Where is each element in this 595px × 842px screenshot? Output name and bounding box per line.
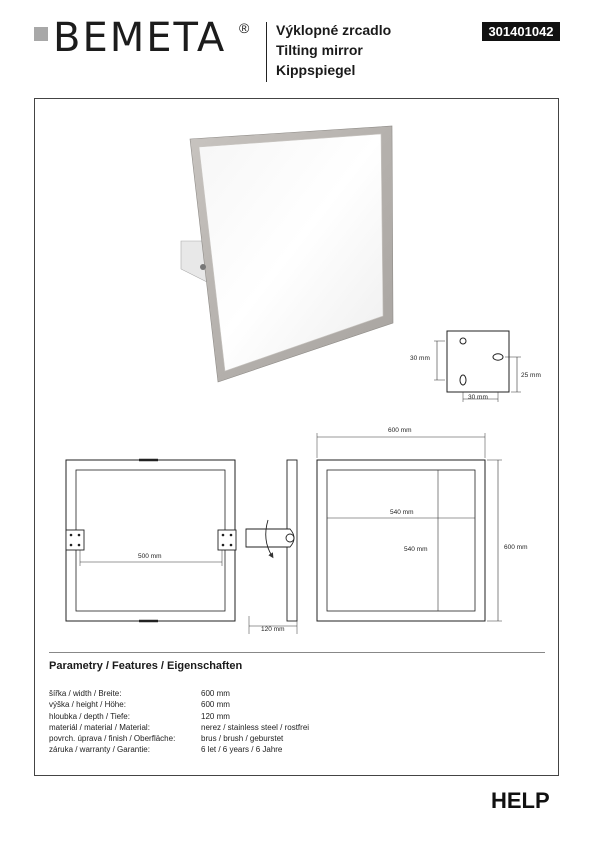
- dim-label-depth: 120 mm: [261, 626, 285, 633]
- param-label: hloubka / depth / Tiefe:: [49, 711, 130, 721]
- title-english: Tilting mirror: [276, 42, 363, 58]
- registered-mark: ®: [239, 20, 250, 36]
- param-label: materiál / material / Material:: [49, 722, 150, 732]
- logo-wordmark: BEMETA: [53, 15, 227, 61]
- dim-label-25: 25 mm: [521, 372, 541, 379]
- param-value: 6 let / 6 years / 6 Jahre: [201, 745, 283, 755]
- product-code-badge: 301401042: [482, 22, 560, 41]
- params-title: Parametry / Features / Eigenschaften: [49, 660, 243, 672]
- param-value: brus / brush / geburstet: [201, 734, 284, 744]
- param-label: záruka / warranty / Garantie:: [49, 745, 150, 755]
- param-row: [49, 699, 309, 710]
- param-value: 600 mm: [201, 700, 230, 710]
- side-view-drawing: [246, 460, 297, 634]
- mounting-plate-detail: [434, 331, 521, 402]
- param-row: [49, 688, 309, 699]
- param-row: [49, 711, 309, 722]
- params-table: [49, 688, 309, 756]
- dim-label-height: 600 mm: [504, 544, 528, 551]
- param-row: [49, 744, 309, 755]
- title-german: Kippspiegel: [276, 62, 356, 78]
- dim-label-inner-height: 540 mm: [404, 546, 428, 553]
- front-view-drawing: [66, 460, 236, 621]
- dimension-view-drawing: [317, 433, 502, 621]
- mirror-photo: [181, 126, 393, 382]
- dim-label-width: 600 mm: [388, 427, 412, 434]
- param-row: [49, 722, 309, 733]
- param-value: 600 mm: [201, 689, 230, 698]
- param-value: 120 mm: [201, 711, 230, 721]
- dim-label-30-horizontal: 30 mm: [468, 394, 488, 401]
- param-label: povrch. úprava / finish / Oberfläche:: [49, 734, 176, 744]
- param-value: nerez / stainless steel / rostfrei: [201, 722, 310, 732]
- params-divider: [49, 652, 545, 653]
- series-label: HELP: [491, 788, 550, 813]
- param-label: šířka / width / Breite:: [49, 689, 122, 698]
- dim-label-30-vertical: 30 mm: [410, 355, 430, 362]
- title-czech: Výklopné zrcadlo: [276, 22, 392, 38]
- param-row: [49, 733, 309, 744]
- dim-label-mount-spacing: 500 mm: [138, 553, 162, 560]
- param-label: výška / height / Höhe:: [49, 700, 126, 710]
- dim-label-inner-width: 540 mm: [390, 509, 414, 516]
